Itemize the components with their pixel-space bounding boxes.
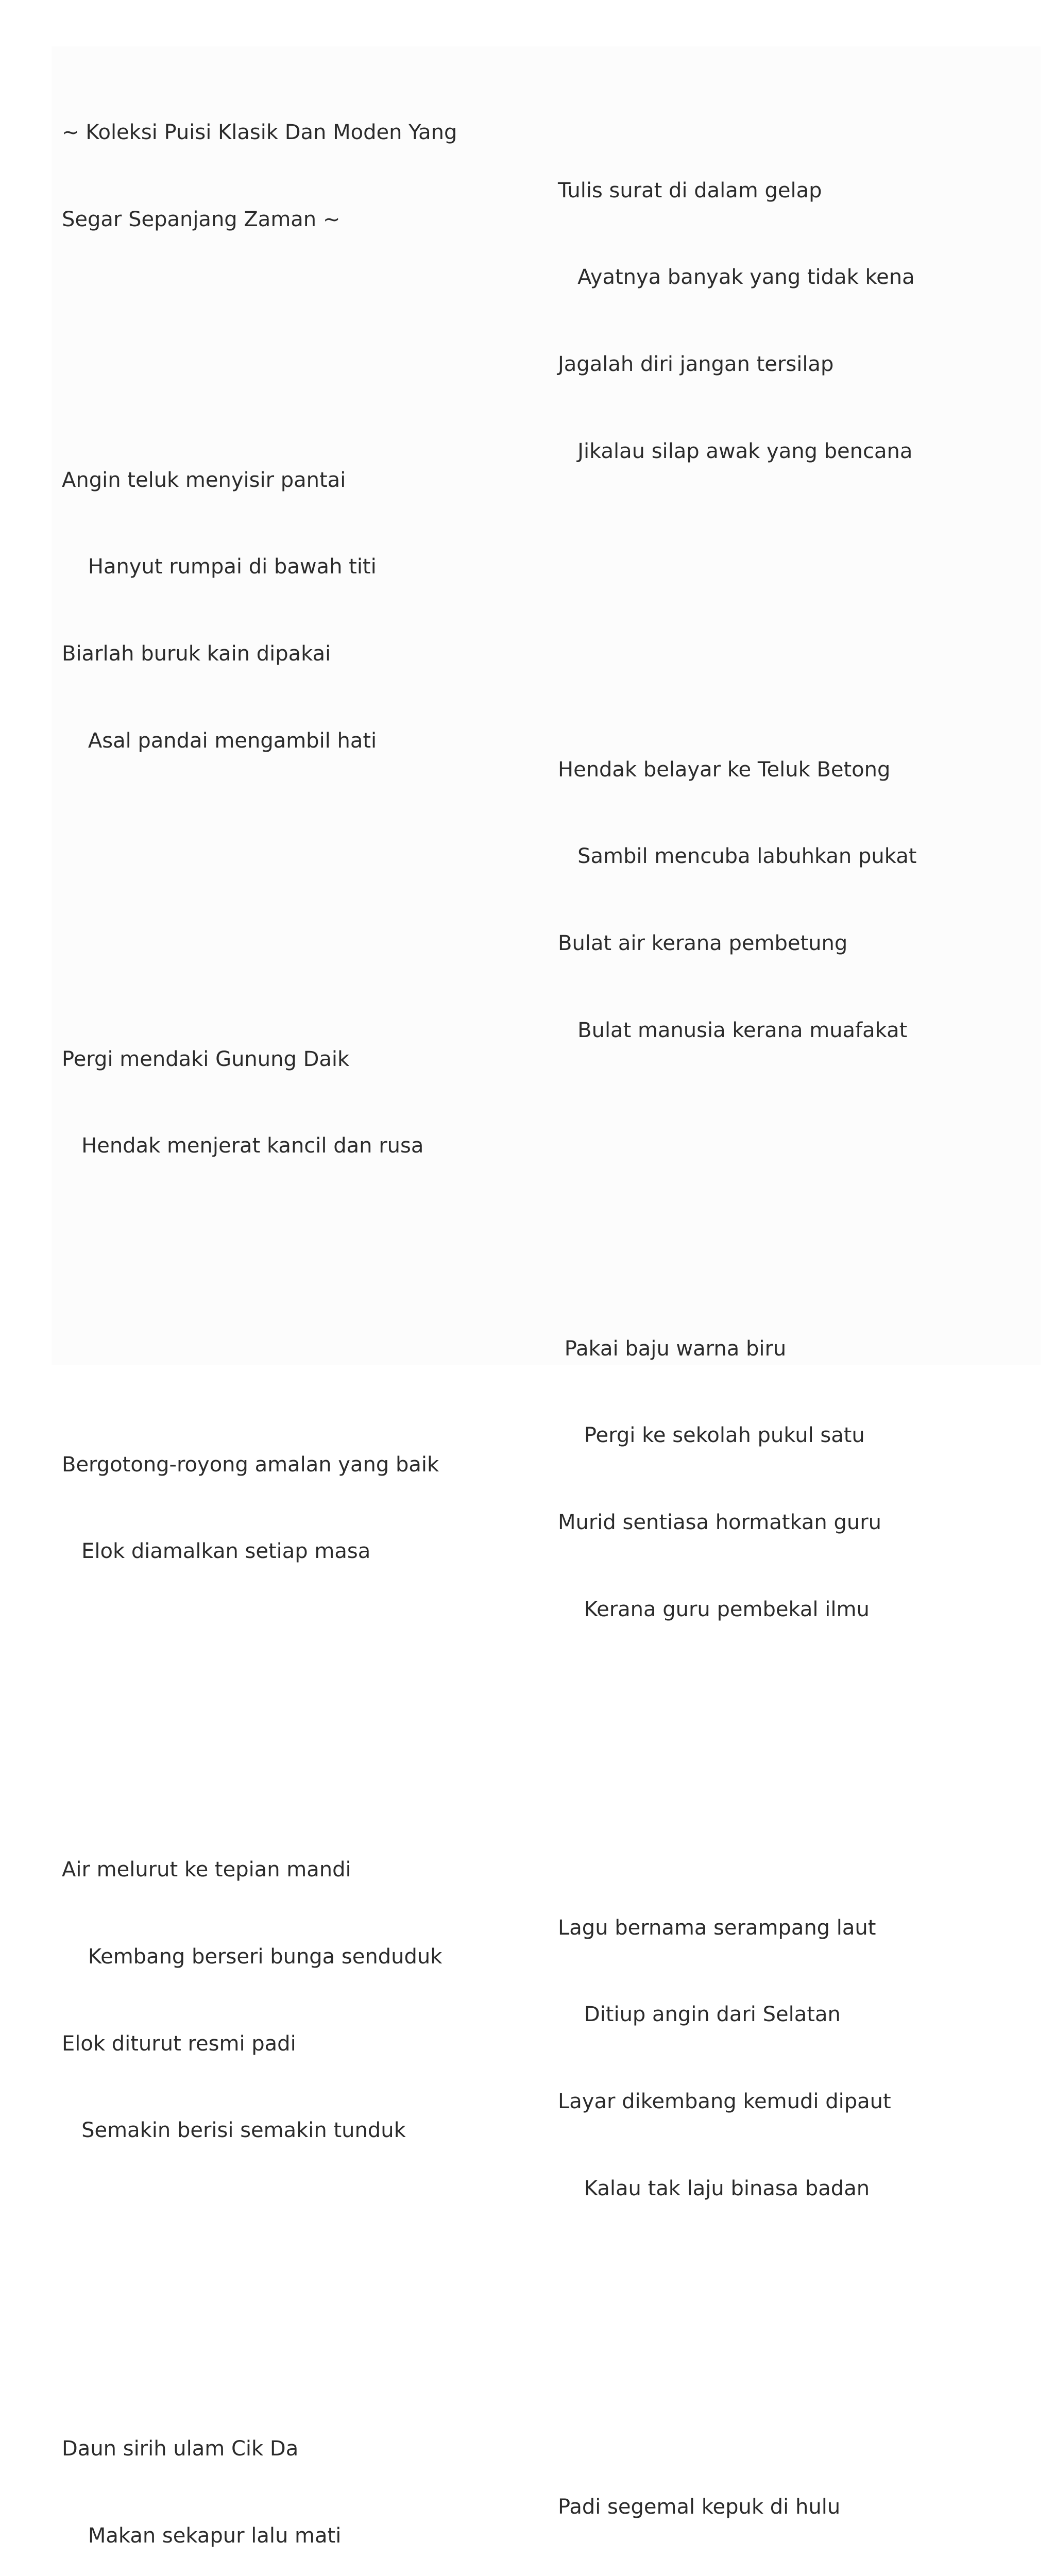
verse-line: Jagalah diri jangan tersilap [558, 352, 834, 376]
verse-line: Elok diamalkan setiap masa [62, 1539, 371, 1564]
verse-line: Bergotong-royong amalan yang baik [62, 1452, 439, 1477]
verse-line: Bulat air kerana pembetung [558, 931, 848, 955]
verse-line: Hendak menjerat kancil dan rusa [62, 1134, 424, 1158]
verse-line: Kembang berseri bunga senduduk [62, 1944, 443, 1969]
stanza [558, 118, 1032, 523]
verse-line: Bulat manusia kerana muafakat [558, 1018, 908, 1042]
verse-line: Elok diturut resmi padi [62, 2031, 296, 2056]
stanza [558, 1855, 1032, 2261]
verse-line: Biarlah buruk kain dipakai [62, 641, 331, 666]
stanza [558, 2434, 1032, 2576]
verse-line: Sambil mencuba labuhkan pukat [558, 844, 917, 869]
verse-line: Murid sentiasa hormatkan guru [558, 1510, 882, 1534]
verse-line: Pergi mendaki Gunung Daik [62, 1047, 350, 1071]
stanza [558, 1276, 1032, 1682]
stanza [62, 1392, 525, 1624]
verse-line: Padi segemal kepuk di hulu [558, 2495, 841, 2519]
title-line: ~ Koleksi Puisi Klasik Dan Moden Yang [62, 121, 457, 145]
stanza [558, 697, 1032, 1103]
right-column [558, 60, 1032, 2576]
verse-line: Semakin berisi semakin tunduk [62, 2119, 406, 2143]
verse-line: Ayatnya banyak yang tidak kena [558, 265, 915, 290]
verse-line: Daun sirih ulam Cik Da [62, 2437, 299, 2461]
verse-line: Pergi ke sekolah pukul satu [558, 1423, 865, 1448]
stanza [62, 1798, 525, 2203]
verse-line: Jikalau silap awak yang bencana [558, 439, 913, 463]
stanza [62, 987, 525, 1218]
verse-line: Makan sekapur lalu mati [62, 2523, 342, 2548]
verse-line: Asal pandai mengambil hati [62, 728, 377, 753]
title-line: Segar Sepanjang Zaman ~ [62, 208, 341, 231]
verse-line: Lagu bernama serampang laut [558, 1916, 876, 1940]
stanza [62, 2377, 525, 2576]
verse-line: Kerana guru pembekal ilmu [558, 1597, 870, 1621]
verse-line: Hanyut rumpai di bawah titi [62, 555, 377, 579]
left-column [62, 60, 525, 2576]
verse-line: Hendak belayar ke Teluk Betong [558, 757, 891, 782]
verse-line: Air melurut ke tepian mandi [62, 1858, 351, 1882]
verse-line: Ditiup angin dari Selatan [558, 2003, 841, 2027]
verse-line: Tulis surat di dalam gelap [558, 178, 822, 202]
verse-line: Angin teluk menyisir pantai [62, 468, 346, 492]
verse-line: Layar dikembang kemudi dipaut [558, 2089, 891, 2113]
stanza [62, 408, 525, 813]
verse-line: Kalau tak laju binasa badan [558, 2176, 870, 2200]
verse-line: Pakai baju warna biru [558, 1336, 787, 1361]
